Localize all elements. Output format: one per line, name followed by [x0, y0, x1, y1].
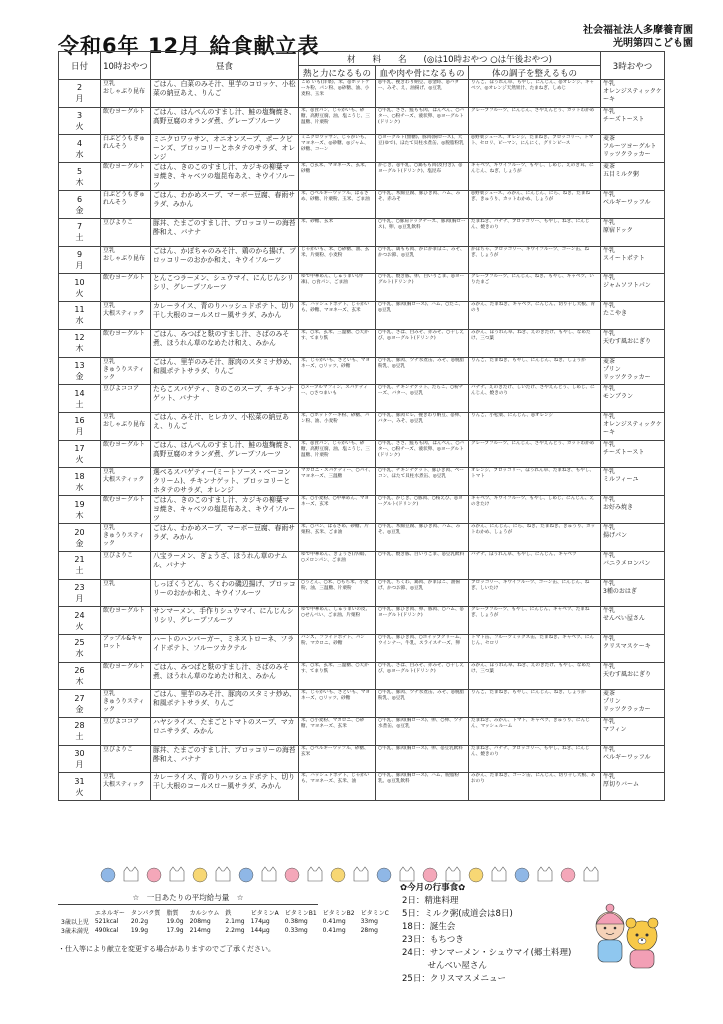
am-snack-cell: 豆乳 大根スティック — [101, 773, 151, 801]
cat-face-icon — [170, 867, 184, 881]
date-cell: 9 月 — [59, 246, 101, 274]
energy-foods-cell: ○メープルマフィン、スパゲティー、○さつまいも — [299, 385, 376, 413]
am-snack-cell: 豆びよココア — [101, 385, 151, 413]
nutrition-header-cell: タンパク質 — [130, 910, 161, 917]
event-item: せんべい屋さん — [402, 961, 487, 971]
pm-snack-cell: 麦茶 プリン リッツクラッカー — [601, 690, 665, 718]
nutrition-cell: 3歳未満児 — [61, 928, 89, 935]
nutrition-cell: 19.9g — [130, 927, 149, 934]
date-cell: 25 水 — [59, 635, 101, 663]
yarn-ball-icon — [285, 868, 299, 882]
nutrition-cell: 28mg — [360, 927, 378, 934]
date-cell: 19 木 — [59, 496, 101, 524]
energy-foods-cell: 米、◎食パン、じゃがいも、砂糖、高野豆腐、油、塩こうじ、三温糖、片栗粉 — [299, 440, 376, 468]
menu-row — [59, 524, 665, 552]
pm-snack-cell: 牛乳 チーズトースト — [601, 107, 665, 135]
date-cell: 7 土 — [59, 219, 101, 247]
condition-foods-cell: キャベツ、キウイフルーツ、もやし、しめじ、えのき茸、にんじん、ねぎ、しょうが — [469, 163, 601, 191]
menu-change-note: ・仕入等により献立を変更する場合がありますのでご了承ください。 — [58, 945, 275, 953]
body-foods-cell: ○牛乳、ちくわ、鶏肉、かまぼこ、油揚げ、かつお節、◎豆乳 — [376, 579, 469, 607]
nutrition-cell: 19.0g — [166, 918, 184, 925]
lunch-cell: ごはん、かぼちゃのみそ汁、鶏のから揚げ、ブロッコリーのおかか和え、キウイフルーツ — [151, 246, 299, 274]
cat-face-icon — [354, 867, 368, 881]
body-foods-cell: ○牛乳、豚肉(胸ロース)、卵、◎豆乳飲料 — [376, 745, 469, 773]
menu-row — [59, 135, 665, 163]
energy-foods-cell: 米、○小麦粉、マカロニ、○砂糖、マヨネーズ、玄米 — [299, 718, 376, 746]
cat-face-icon — [492, 867, 506, 881]
condition-foods-cell: バナナ、ほうれん草、もやし、にんじん、キャベツ — [469, 551, 601, 579]
nutrition-cell: 3歳以上児 — [61, 919, 89, 926]
am-snack-cell: 飲むヨーグルト — [101, 496, 151, 524]
energy-foods-cell: 米、○玄米、マヨネーズ、玄米、砂糖 — [299, 163, 376, 191]
energy-foods-cell: 米、ハッシュドポテト、じゃがいも、砂糖、マヨネーズ、玄米 — [299, 302, 376, 330]
condition-foods-cell: グレープフルーツ、にんじん、さやえんどう、カットわかめ — [469, 440, 601, 468]
body-foods-cell: ○牛乳、木綿豆腐、豚ひき肉、ハム、みそ、◎豆乳 — [376, 524, 469, 552]
cat-face-icon — [584, 867, 598, 881]
nutrition-header-cell — [58, 908, 92, 917]
cat-face-icon — [400, 867, 414, 881]
am-snack-cell: 飲むヨーグルト — [101, 163, 151, 191]
body-foods-cell: ○牛乳、焼き豚、白いりごま、◎豆乳飲料 — [376, 551, 469, 579]
nutrition-cell: 208mg — [189, 918, 211, 925]
nutrition-header-cell: ビタミンC — [360, 910, 389, 917]
yarn-ball-icon — [101, 868, 115, 882]
condition-foods-cell: りんご、小松菜、にんじん、◎オレンジ — [469, 412, 601, 440]
am-snack-cell: 豆びよりこ — [101, 551, 151, 579]
lunch-cell: ごはん、わかめスープ、マーボー豆腐、春雨サラダ、みかん — [151, 524, 299, 552]
pm-snack-cell: 牛乳 原宿ドック — [601, 219, 665, 247]
body-foods-cell: ◎牛乳、挽きわり納豆、◎金時、◎バター、みそ、え、油揚げ、◎豆乳 — [376, 80, 469, 108]
condition-foods-cell: ブロッコリー、キウイフルーツ、コーン缶、にんじん、ねぎ、しいたけ — [469, 579, 601, 607]
energy-foods-cell: ゆで中華めん、ぎょうざ(冷凍)、○メロンパン、ごま油 — [299, 551, 376, 579]
body-foods-cell: ○牛乳、豚肉(胸ロース)、ハム、○たこ、◎豆乳 — [376, 302, 469, 330]
nutrition-cell: 174μg — [250, 918, 270, 925]
menu-row — [59, 107, 665, 135]
cat-face-icon — [308, 867, 322, 881]
pm-snack-cell: 牛乳 3種のおはぎ — [601, 579, 665, 607]
am-snack-cell: 豆乳 おしゃぶり昆布 — [101, 80, 151, 108]
menu-row — [59, 468, 665, 496]
menu-row — [59, 191, 665, 219]
lunch-cell: 選べるスパゲティー(ミートソース・ベーコンクリーム)、チキンナゲット、ブロッコリーとホタテのサラダ、オレンジ — [151, 468, 299, 496]
am-snack-cell: 豆乳 大根スティック — [101, 302, 151, 330]
lunch-cell: 豚丼、たまごのすまし汁、ブロッコリーの海苔酢和え、バナナ — [151, 219, 299, 247]
am-snack-cell: 豆びよりこ — [101, 219, 151, 247]
event-item: 18日：誕生会 — [402, 922, 456, 932]
lunch-cell: ごはん、みそ汁、ヒレカツ、小松菜の納豆あえ、りんご — [151, 412, 299, 440]
page-title: 令和6年 12月 給食献立表 — [58, 34, 320, 58]
menu-row — [59, 412, 665, 440]
condition-foods-cell: りんご、たまねぎ、もやし、にんじん、ねぎ、しょうが — [469, 690, 601, 718]
condition-foods-cell: ◎野菜ジュース、みかん、にんじん、にら、ねぎ、たまねぎ、きゅうり、カットわかめ、しょうが — [469, 191, 601, 219]
nutrition-header-cell: 鉄 — [225, 910, 232, 917]
date-cell: 23 月 — [59, 579, 101, 607]
children-mascot-illustration — [588, 898, 666, 972]
date-cell: 5 木 — [59, 163, 101, 191]
am-snack-cell: 豆乳 おしゃぶり昆布 — [101, 246, 151, 274]
energy-foods-cell: 米、○ベルギーワッフル、はるさめ、砂糖、片栗粉、玉米、ごま油 — [299, 191, 376, 219]
energy-foods-cell: 米、じゃがいも、さといも、マヨネーズ、○リッツ、砂糖 — [299, 357, 376, 385]
menu-row — [59, 274, 665, 302]
header-energy-group: 熱と力になるもの — [299, 66, 376, 80]
nutrition-cell: 20.2g — [130, 918, 149, 925]
menu-row — [59, 80, 665, 108]
body-foods-cell: ○牛乳、豚肉(胸ロース)、ハム、脱脂粉乳、◎豆乳飲料 — [376, 773, 469, 801]
header-pm-snack: 3時おやつ — [601, 52, 665, 80]
body-foods-cell: ○牛乳、豚肉、ツナ水煮缶、みそ、◎脱脂粉乳、◎豆乳 — [376, 357, 469, 385]
lunch-cell: ミニクロワッサン、オニオンスープ、ポークビーンズ、ブロッコリーとホタテのサラダ、オレンジ — [151, 135, 299, 163]
header-condition-group: 体の調子を整えるもの — [469, 66, 601, 80]
body-foods-cell: ○牛乳、木綿豆腐、豚ひき肉、ハム、みそ、赤みそ — [376, 191, 469, 219]
nutrition-header-cell: ビタミンB2 — [322, 910, 355, 917]
condition-foods-cell: みかん、ほうれん草、ねぎ、えのきたけ、もやし、なめたけ、三つ葉 — [469, 662, 601, 690]
lunch-cell: ハヤシライス、たまごとトマトのスープ、マカロニサラダ、みかん — [151, 718, 299, 746]
am-snack-cell: 飲むヨーグルト — [101, 274, 151, 302]
nutrition-header-row — [58, 908, 392, 917]
organization-name — [583, 24, 693, 50]
cat-face-icon — [124, 867, 138, 881]
header-ingredients: 材 料 名 (◎は10時おやつ ○は午後おやつ) — [299, 52, 601, 66]
date-cell: 10 火 — [59, 274, 101, 302]
header-date: 日付 — [59, 52, 101, 80]
yarn-ball-icon — [193, 868, 207, 882]
energy-foods-cell: 米、◎食パン、じゃがいも、砂糖、高野豆腐、油、塩こうじ、三温糖、片栗粉 — [299, 107, 376, 135]
event-item: 5日：ミルク粥(成道会は8日) — [402, 909, 513, 919]
cat-face-icon — [446, 867, 460, 881]
menu-row — [59, 635, 665, 663]
energy-foods-cell: 米、ハッシュドポテト、じゃがいも、マヨネーズ、玄米、油 — [299, 773, 376, 801]
lunch-cell: ごはん、みつばと麩のすまし汁、さばのみそ煮、ほうれん草のなめたけ和え、みかん — [151, 662, 299, 690]
body-foods-cell: ○牛乳、○豚肩ドックチーズ、豚肉(胸ロース)、卵、◎豆乳飲料 — [376, 219, 469, 247]
menu-row — [59, 357, 665, 385]
condition-foods-cell: オレンジ、ブロッコリー、ほうれん草、たまねぎ、もやし、トマト — [469, 468, 601, 496]
menu-row — [59, 329, 665, 357]
lunch-cell: ごはん、はんぺんのすまし汁、鮭の塩麹焼き、高野豆腐のオランダ煮、グレープフルーツ — [151, 107, 299, 135]
nutrition-cell: 214mg — [189, 927, 211, 934]
menu-table — [58, 51, 665, 801]
date-cell: 30 月 — [59, 745, 101, 773]
lunch-cell: ごはん、はんぺんのすまし汁、鮭の塩麹焼き、高野豆腐のオランダ煮、グレープフルーツ — [151, 440, 299, 468]
pm-snack-cell: 牛乳 厚切りバーム — [601, 773, 665, 801]
pm-snack-cell: 牛乳 オレンジスティックケーキ — [601, 412, 665, 440]
condition-foods-cell: りんご、ほうれん草、もやし、にんじん、◎オレンジ、キャベツ、◎オレンジ天然果汁、たまねぎ、しめじ — [469, 80, 601, 108]
date-cell: 31 火 — [59, 773, 101, 801]
pm-snack-cell: 牛乳 天むす風おにぎり — [601, 329, 665, 357]
nutrition-header-cell: エネルギー — [94, 910, 125, 917]
condition-foods-cell: たまねぎ、バナナ、ブロッコリー、もやし、ねぎ、にんじん、焼きのり — [469, 219, 601, 247]
pm-snack-cell: 牛乳 ベルギーワッフル — [601, 745, 665, 773]
menu-row — [59, 496, 665, 524]
energy-foods-cell: 米、○米、玄米、三温糖、○天かす、てまり麩 — [299, 662, 376, 690]
header-body-group: 血や肉や骨になるもの — [376, 66, 469, 80]
condition-foods-cell: みかん、たまねぎ、キャベツ、にんじん、切り干し大根、青のり — [469, 302, 601, 330]
yarn-ball-icon — [377, 868, 391, 882]
lunch-cell: カレーライス、青のりハッシュドポテト、切り干し大根のコールスロー風サラダ、みかん — [151, 773, 299, 801]
condition-foods-cell: たまねぎ、バナナ、ブロッコリー、もやし、ねぎ、にんじん、焼きのり — [469, 745, 601, 773]
pm-snack-cell: 牛乳 ジャムソフトパン — [601, 274, 665, 302]
header-lunch: 昼食 — [151, 52, 299, 80]
body-foods-cell: ○牛乳、鶏もも肉、かにかまぼこ、みそ、かつお節、◎豆乳 — [376, 246, 469, 274]
condition-foods-cell: ◎野菜ジュース、オレンジ、たまねぎ、ブロッコリー、トマト、セロリ、ピーマン、にんにく、グリンピース — [469, 135, 601, 163]
energy-foods-cell: 米、○ベルギーワッフル、砂糖、玄米 — [299, 745, 376, 773]
body-foods-cell: ○牛乳、豚肉(胸ロース)、卵、○卵、ツナ水煮缶、◎豆乳 — [376, 718, 469, 746]
energy-foods-cell: 米、○パン、はるさめ、砂糖、片栗粉、玄米、ごま油 — [299, 524, 376, 552]
nutrition-cell: 2.2mg — [225, 927, 245, 934]
pm-snack-cell: 牛乳 バニラメロンパン — [601, 551, 665, 579]
energy-foods-cell: ミニクロワッサン、じゃがいも、マヨネーズ、◎砂糖、◎ジャム、砂糖、コーン — [299, 135, 376, 163]
pm-snack-cell: 牛乳 お好み焼き — [601, 496, 665, 524]
lunch-cell: ごはん、みつばと麩のすまし汁、さばのみそ煮、ほうれん草のなめたけ和え、みかん — [151, 329, 299, 357]
lunch-cell: ごはん、わかめスープ、マーボー豆腐、春雨サラダ、みかん — [151, 191, 299, 219]
body-foods-cell: ○牛乳、かじき、○豚肉、○桜えび、◎ヨーグルト(ドリンク) — [376, 496, 469, 524]
energy-foods-cell: 米、○小麦粉、○中華めん、マヨネーズ、玄米 — [299, 496, 376, 524]
energy-foods-cell: 米、じゃがいも、さといも、マヨネーズ、○リッツ、砂糖 — [299, 690, 376, 718]
date-cell: 18 水 — [59, 468, 101, 496]
energy-foods-cell: じゃがいも、米、○砂糖、油、玄米、片栗粉、小麦粉 — [299, 246, 376, 274]
event-item: 2日：精進料理 — [402, 896, 459, 906]
yarn-ball-icon — [147, 868, 161, 882]
date-cell: 12 木 — [59, 329, 101, 357]
nutrition-cell: 0.38mg — [284, 918, 308, 925]
nutrition-row — [58, 926, 392, 935]
event-item: 24日：サンマーメン・シュウマイ(郷土料理) — [402, 948, 572, 958]
menu-row — [59, 607, 665, 635]
am-snack-cell: 豆乳 おしゃぶり昆布 — [101, 412, 151, 440]
lunch-cell: たらこスパゲティ、きのこのスープ、チキンナゲット、バナナ — [151, 385, 299, 413]
pm-snack-cell: 牛乳 揚げパン — [601, 524, 665, 552]
pm-snack-cell: 牛乳 オレンジスティックケーキ — [601, 80, 665, 108]
org-line-1: 社会福祉法人多摩養育園 — [583, 25, 693, 36]
condition-foods-cell: キャベツ、キウイフルーツ、もやし、しめじ、にんじん、えのきたけ — [469, 496, 601, 524]
nutrition-cell: 490kcal — [94, 927, 119, 934]
am-snack-cell: 豆乳 大根スティック — [101, 468, 151, 496]
lunch-cell: 豚丼、たまごのすまし汁、ブロッコリーの海苔酢和え、バナナ — [151, 745, 299, 773]
lunch-cell: とんこつラーメン、シュウマイ、にんじんシリシリ、グレープフルーツ — [151, 274, 299, 302]
body-foods-cell: ○牛乳、さば、白みそ、赤みそ、○干しえび、◎ヨーグルト(ドリンク) — [376, 662, 469, 690]
date-cell: 2 月 — [59, 80, 101, 108]
am-snack-cell: 飲むヨーグルト — [101, 329, 151, 357]
cat-face-icon — [262, 867, 276, 881]
menu-row — [59, 385, 665, 413]
date-cell: 6 金 — [59, 191, 101, 219]
am-snack-cell: アップル&キャロット — [101, 635, 151, 663]
body-foods-cell: ○牛乳、豚肉ヒレ、挽きわり納豆、◎卵、バター、みそ、◎豆乳 — [376, 412, 469, 440]
org-line-2: 光明第四こども園 — [613, 38, 693, 49]
pm-snack-cell: 牛乳 クリスマスケーキ — [601, 635, 665, 663]
menu-row — [59, 440, 665, 468]
energy-foods-cell: マカロニ・スパゲティー、○パイ、マヨネーズ、三温糖 — [299, 468, 376, 496]
energy-foods-cell: 米、○ホットケーキ粉、砂糖、パン粉、油、小麦粉 — [299, 412, 376, 440]
body-foods-cell: ○牛乳、チキンナゲット、たらこ、○粉チーズ、バター、◎豆乳 — [376, 385, 469, 413]
am-snack-cell: 豆びよココア — [101, 718, 151, 746]
lunch-cell: ごはん、里芋のみそ汁、豚肉のスタミナ炒め、和風ポテトサラダ、りんご — [151, 357, 299, 385]
lunch-cell: カレーライス、青のりハッシュドポテト、切り干し大根のコールスロー風サラダ、みかん — [151, 302, 299, 330]
nutrition-header-cell: カルシウム — [189, 910, 220, 917]
nutrition-title: ☆ 一日あたりの平均給与量 ☆ — [58, 892, 318, 905]
pm-snack-cell: 牛乳 スイートポテト — [601, 246, 665, 274]
menu-row — [59, 662, 665, 690]
condition-foods-cell: グレープフルーツ、もやし、にんじん、キャベツ、たまねぎ、しょうが — [469, 607, 601, 635]
am-snack-cell: 飲むヨーグルト — [101, 662, 151, 690]
am-snack-cell: 白ぶどうもぎゅれんそう — [101, 135, 151, 163]
lunch-cell: ごはん、きのこのすまし汁、カジキの柳葉マヨ焼き、キャベツの塩昆布あえ、キウイフルーツ — [151, 496, 299, 524]
am-snack-cell: 豆乳 — [101, 579, 151, 607]
menu-row — [59, 745, 665, 773]
yarn-ball-icon — [515, 868, 529, 882]
nutrition-row — [58, 917, 392, 926]
menu-row — [59, 302, 665, 330]
pm-snack-cell: 牛乳 ベルギーワッフル — [601, 191, 665, 219]
events-title: ✿今月の行事食✿ — [400, 883, 466, 893]
lunch-cell: ハートのハンバーガー、ミネストローネ、フライドポテト、フルーツカクテル — [151, 635, 299, 663]
nutrition-header-cell: ビタミンB1 — [284, 910, 317, 917]
yarn-ball-icon — [469, 868, 483, 882]
am-snack-cell: 豆乳 きゅうりスティック — [101, 524, 151, 552]
nutrition-header-cell: 脂質 — [166, 910, 179, 917]
yarn-ball-icon — [239, 868, 253, 882]
menu-row — [59, 579, 665, 607]
am-snack-cell: 飲むヨーグルト — [101, 440, 151, 468]
pm-snack-cell: 麦茶 プリン リッツクラッカー — [601, 357, 665, 385]
lunch-cell: サンマーメン、手作りシュウマイ、にんじんシリシリ、グレープフルーツ — [151, 607, 299, 635]
date-cell: 14 土 — [59, 385, 101, 413]
condition-foods-cell: グレープフルーツ、にんじん、さやえんどう、カットわかめ — [469, 107, 601, 135]
body-foods-cell: ○ヨーグルト(無糖)、豚肉(胸ロース)、大豆(ゆで)、ほたて貝柱水煮缶、◎脱脂粉乳 — [376, 135, 469, 163]
date-cell: 3 火 — [59, 107, 101, 135]
event-item: 23日：もちつき — [402, 935, 464, 945]
date-cell: 17 火 — [59, 440, 101, 468]
pm-snack-cell: 牛乳 マフィン — [601, 718, 665, 746]
condition-foods-cell: りんご、たまねぎ、もやし、にんじん、ねぎ、しょうが — [469, 357, 601, 385]
body-foods-cell: ○牛乳、焼き豚、卵、白いりごま、◎ヨーグルト(ドリンク) — [376, 274, 469, 302]
condition-foods-cell: みかん、ほうれん草、ねぎ、えのきたけ、もやし、なめたけ、三つ葉 — [469, 329, 601, 357]
body-foods-cell: ○牛乳、チキンナゲット、豚ひき肉、ベーコン、ほたて貝柱水煮缶、◎豆乳 — [376, 468, 469, 496]
am-snack-cell: 飲むヨーグルト — [101, 607, 151, 635]
date-cell: 13 金 — [59, 357, 101, 385]
pm-snack-cell: 牛乳 チーズトースト — [601, 440, 665, 468]
pm-snack-cell: 牛乳 ミルフィーユ — [601, 468, 665, 496]
menu-row — [59, 773, 665, 801]
menu-body — [59, 80, 665, 801]
menu-row — [59, 219, 665, 247]
nutrition-box — [58, 892, 389, 935]
nutrition-cell: 2.1mg — [225, 918, 245, 925]
pm-snack-cell: 麦茶 五目ミルク粥 — [601, 163, 665, 191]
cat-face-icon — [538, 867, 552, 881]
date-cell: 11 水 — [59, 302, 101, 330]
body-foods-cell: かじき、◎牛乳、○鶏もも肉(皮付き)、◎ヨーグルト(ドリンク)、塩昆布 — [376, 163, 469, 191]
pm-snack-cell: 牛乳 せんべい屋さん — [601, 607, 665, 635]
am-snack-cell: 白ぶどうもぎゅれんそう — [101, 191, 151, 219]
condition-foods-cell: みかん、たまねぎ、コーン缶、にんじん、切り干し大根、あおのり — [469, 773, 601, 801]
yarn-ball-icon — [561, 868, 575, 882]
lunch-cell: 八宝ラーメン、ぎょうざ、ほうれん草のナムル、バナナ — [151, 551, 299, 579]
menu-row — [59, 718, 665, 746]
body-foods-cell: ○牛乳、豚ひき肉、卵、豚肉、○ハム、◎ヨーグルト(ドリンク) — [376, 607, 469, 635]
condition-foods-cell: トマト缶、フルーツミックス缶、たまねぎ、キャベツ、にんじん、セロリ — [469, 635, 601, 663]
date-cell: 27 金 — [59, 690, 101, 718]
event-item: 25日：クリスマスメニュー — [402, 974, 506, 984]
lunch-cell: ごはん、きのこのすまし汁、カジキの柳葉マヨ焼き、キャベツの塩昆布あえ、キウイフルーツ — [151, 163, 299, 191]
body-foods-cell: ○牛乳、ささ、鮭もも肉、はんぺん、○バター、○粉チーズ、液状卵、◎ヨーグルト(ドリンク) — [376, 107, 469, 135]
energy-foods-cell: ゆで中華めん、しゅうまいの皮、○せんべい、ごま油、片栗粉 — [299, 607, 376, 635]
date-cell: 26 木 — [59, 662, 101, 690]
date-cell: 28 土 — [59, 718, 101, 746]
am-snack-cell: 豆乳 きゅうりスティック — [101, 357, 151, 385]
energy-foods-cell: ゆで中華めん、しゅうまい(冷凍)、○食パン、ごま油 — [299, 274, 376, 302]
body-foods-cell: ○牛乳、豚肉、ツナ水煮缶、みそ、◎脱脂粉乳、◎豆乳 — [376, 690, 469, 718]
condition-foods-cell: グレープフルーツ、にんじん、ねぎ、もやし、キャベツ、いりたまご — [469, 274, 601, 302]
date-cell: 21 土 — [59, 551, 101, 579]
body-foods-cell: ○牛乳、ささ、鮭もも肉、はんぺん、○バター、○粉チーズ、液状卵、◎ヨーグルト(ドリンク) — [376, 440, 469, 468]
nutrition-cell: 0.41mg — [322, 927, 346, 934]
yarn-ball-icon — [331, 868, 345, 882]
body-foods-cell: ○牛乳、豚ひき肉、○ホイップクリーム、ウインナー、牛乳、スライスチーズ、卵 — [376, 635, 469, 663]
nutrition-cell: 33mg — [360, 918, 378, 925]
lunch-cell: ごはん、白菜のみそ汁、里芋のコロッケ、小松菜の納豆あえ、りんご — [151, 80, 299, 108]
events-list — [398, 882, 571, 986]
condition-foods-cell: たまねぎ、みかん、トマト、キャベツ、きゅうり、にんじん、マッシュルーム — [469, 718, 601, 746]
pm-snack-cell: 麦茶 フルーツヨーグルト リッツクラッカー — [601, 135, 665, 163]
yarn-cat-decoration — [98, 862, 604, 884]
menu-row — [59, 246, 665, 274]
lunch-cell: しっぽくうどん、ちくわの磯辺揚げ、ブロッコリーのおかか和え、キウイフルーツ — [151, 579, 299, 607]
condition-foods-cell: かぼちゃ、ブロッコリー、キウイフルーツ、コーン缶、ねぎ、しょうが — [469, 246, 601, 274]
energy-foods-cell: ○うどん、○米、○もち米、小麦粉、油、三温糖、片栗粉 — [299, 579, 376, 607]
date-cell: 24 火 — [59, 607, 101, 635]
cat-face-icon — [216, 867, 230, 881]
date-cell: 20 金 — [59, 524, 101, 552]
date-cell: 16 月 — [59, 412, 101, 440]
nutrition-cell: 0.33mg — [284, 927, 308, 934]
menu-row — [59, 551, 665, 579]
pm-snack-cell: 牛乳 天むす風おにぎり — [601, 662, 665, 690]
am-snack-cell: 豆乳 きゅうりスティック — [101, 690, 151, 718]
menu-row — [59, 690, 665, 718]
header-am-snack: 10時おやつ — [101, 52, 151, 80]
energy-foods-cell: バンズ、フライドポテト、パン粉、マカロニ、砂糖 — [299, 635, 376, 663]
energy-foods-cell: こめ いも(洋菜)、米、◎ホットケーキ粉、パン粉、◎砂糖、油、小麦粉、玉米 — [299, 80, 376, 108]
nutrition-cell: 17.9g — [166, 927, 184, 934]
lunch-cell: ごはん、里芋のみそ汁、豚肉のスタミナ炒め、和風ポテトサラダ、りんご — [151, 690, 299, 718]
condition-foods-cell: バナナ、えのきたけ、しいたけ、さやえんどう、しめじ、にんじん、焼きのり — [469, 385, 601, 413]
body-foods-cell: ○牛乳、さば、白みそ、赤みそ、○干しえび、◎ヨーグルト(ドリンク) — [376, 329, 469, 357]
nutrition-table — [58, 908, 392, 935]
yarn-ball-icon — [423, 868, 437, 882]
pm-snack-cell: 牛乳 たこやき — [601, 302, 665, 330]
date-cell: 4 水 — [59, 135, 101, 163]
nutrition-cell: 0.41mg — [322, 918, 346, 925]
condition-foods-cell: みかん、にんじん、にら、ねぎ、たまねぎ、きゅうり、カットわかめ、しょうが — [469, 524, 601, 552]
pm-snack-cell: 牛乳 モンブラン — [601, 385, 665, 413]
am-snack-cell: 飲むヨーグルト — [101, 107, 151, 135]
menu-row — [59, 163, 665, 191]
nutrition-cell: 521kcal — [94, 918, 119, 925]
energy-foods-cell: 米、○米、玄米、三温糖、○天かす、てまり麩 — [299, 329, 376, 357]
nutrition-cell: 144μg — [250, 927, 270, 934]
am-snack-cell: 豆びよりこ — [101, 745, 151, 773]
nutrition-header-cell: ビタミンA — [250, 910, 279, 917]
energy-foods-cell: 米、砂糖、玄米 — [299, 219, 376, 247]
